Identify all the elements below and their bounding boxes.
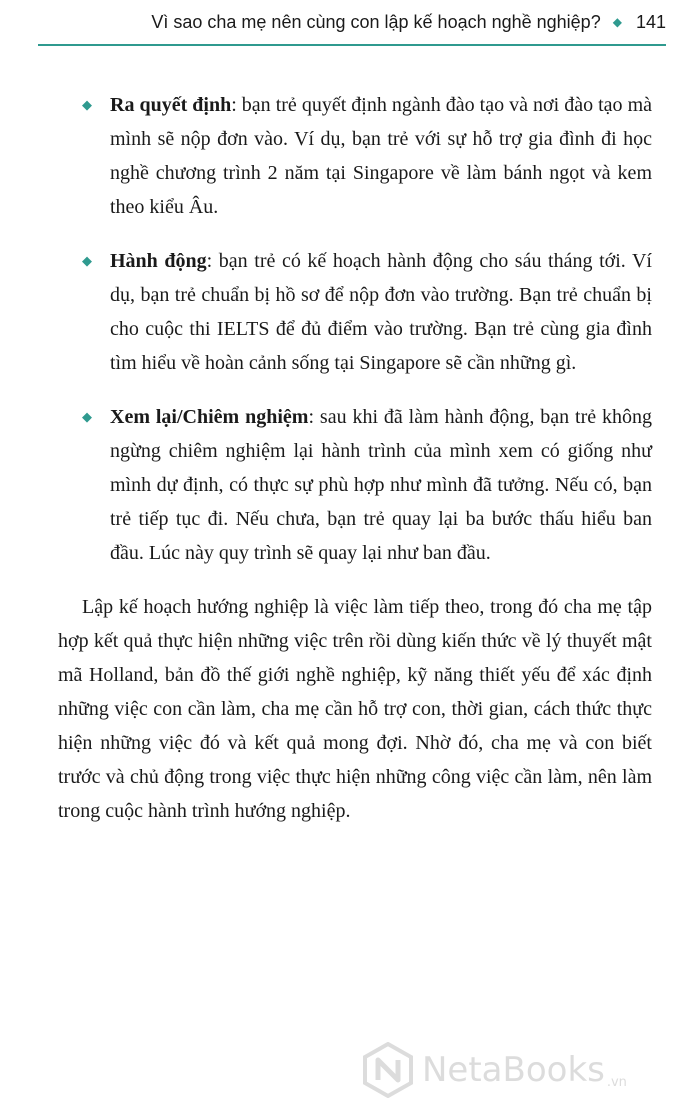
watermark-brand: NetaBooks	[422, 1050, 605, 1090]
bullet-term: Ra quyết định	[110, 94, 232, 116]
page-body	[58, 88, 652, 848]
diamond-bullet-icon: ◆	[82, 97, 92, 112]
bullet-text: : bạn trẻ quyết định ngành đào tạo và nơi đào tạo mà mình sẽ nộp đơn vào. Ví dụ, bạn trẻ với sự hỗ trợ gia đình đi học nghề chương trình 2 năm tại Singapore về làm bánh ngọt và kem theo kiểu Âu.	[110, 94, 652, 218]
page-number: 141	[635, 11, 666, 32]
running-title: Vì sao cha mẹ nên cùng con lập kế hoạch nghề nghiệp?	[151, 11, 601, 32]
bullet-item-review	[58, 400, 652, 570]
watermark	[362, 1042, 627, 1098]
body-paragraph: Lập kế hoạch hướng nghiệp là việc làm tiếp theo, trong đó cha mẹ tập hợp kết quả thực hiện những việc trên rồi dùng kiến thức về lý thuyết mật mã Holland, bản đồ thế giới nghề nghiệp, kỹ năng thiết yếu để xác định những việc con cần làm, cha mẹ cần hỗ trợ con, thời gian, cách thức thực hiện những việc đó và kết quả mong đợi. Nhờ đó, cha mẹ và con biết trước và chủ động trong việc thực hiện những công việc cần làm, nên làm trong cuộc hành trình hướng nghiệp.	[58, 596, 652, 822]
bullet-item-action	[58, 244, 652, 380]
bullet-term: Xem lại/Chiêm nghiệm	[110, 406, 309, 428]
running-header	[38, 0, 666, 46]
bullet-item-decision	[58, 88, 652, 224]
bullet-text: : bạn trẻ có kế hoạch hành động cho sáu tháng tới. Ví dụ, bạn trẻ chuẩn bị hồ sơ để nộp đơn vào trường. Bạn trẻ chuẩn bị cho cuộc thi IELTS để đủ điểm vào trường. Bạn trẻ cùng gia đình tìm hiểu về hoàn cảnh sống tại Singapore sẽ cần những gì.	[110, 250, 652, 374]
diamond-bullet-icon: ◆	[82, 253, 92, 268]
bullet-term: Hành động	[110, 250, 207, 272]
header-diamond-icon: ◆	[612, 15, 622, 29]
watermark-suffix: .vn	[606, 1075, 627, 1090]
netabooks-logo-icon	[362, 1042, 414, 1098]
diamond-bullet-icon: ◆	[82, 409, 92, 424]
bullet-text: : sau khi đã làm hành động, bạn trẻ không ngừng chiêm nghiệm lại hành trình của mình xem có giống như mình dự định, có thực sự phù hợp như mình đã tưởng. Nếu có, bạn trẻ tiếp tục đi. Nếu chưa, bạn trẻ quay lại ba bước thấu hiểu ban đầu. Lúc này quy trình sẽ quay lại như ban đầu.	[110, 406, 652, 564]
